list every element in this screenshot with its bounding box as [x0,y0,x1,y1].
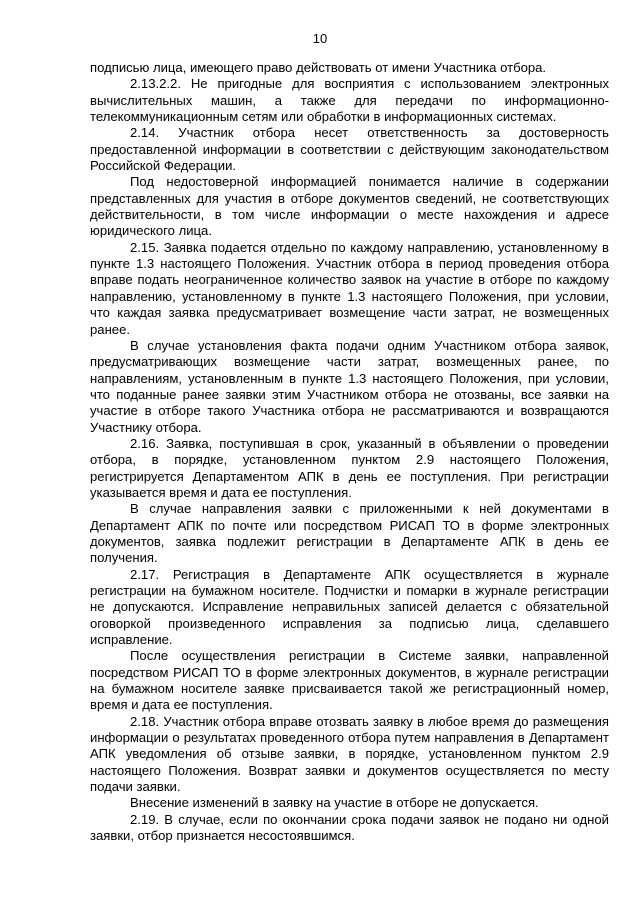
paragraph-continuation: подписью лица, имеющего право действовать от имени Участника отбора. [90,60,547,75]
paragraph-2-14: 2.14. Участник отбора несет ответственность за достоверность предоставленной информации в соответствии с действующим законодательством Российской Федерации. [90,125,609,174]
paragraph-mail-submission: В случае направления заявки с приложенными к ней документами в Департамент АПК по почте или посредством РИСАП ТО в форме электронных документов, заявка подлежит регистрации в Департаменте АПК в день ее получения. [90,501,609,566]
document-body [90,60,609,845]
paragraph-2-17: 2.17. Регистрация в Департаменте АПК осуществляется в журнале регистрации на бумажном носителе. Подчистки и помарки в журнале регистрации не допускаются. Исправление неправильных записей делается с обязательной оговоркой произведенного исправления за подписью лица, сделавшего исправление. [90,566,609,648]
paragraph-2-15: 2.15. Заявка подается отдельно по каждому направлению, установленному в пункте 1.3 настоящего Положения. Участник отбора в период проведения отбора вправе подать неограниченное количество заявок на участие в отборе по каждому направлению, установленному в пункте 1.3 настоящего Положения, при условии, что каждая заявка предусматривает возмещение части затрат, не возмещенных ранее. [90,239,609,337]
paragraph-2-18: 2.18. Участник отбора вправе отозвать заявку в любое время до размещения информации о результатах проведенного отбора путем направления в Департамент АПК уведомления об отзыве заявки, в порядке, установленном пунктом 2.9 настоящего Положения. Возврат заявки и документов осуществляется по месту подачи заявки. [90,713,609,795]
paragraph-2-19: 2.19. В случае, если по окончании срока подачи заявок не подано ни одной заявки, отбор признается несостоявшимся. [90,811,609,844]
page-number: 10 [312,31,328,46]
paragraph-2-16: 2.16. Заявка, поступившая в срок, указанный в объявлении о проведении отбора, в порядке, установленном пунктом 2.9 настоящего Положения, регистрируется Департаментом АПК в день ее поступления. При регистрации указывается время и дата ее поступления. [90,435,609,500]
paragraph-2-13-2-2: 2.13.2.2. Не пригодные для восприятия с использованием электронных вычислительных машин, а также для передачи по информационно-телекоммуникационным сетям или обработки в информационных системах. [90,76,609,125]
paragraph-false-information: Под недостоверной информацией понимается наличие в содержании представленных для участия в отборе документов сведений, не соответствующих действительности, в том числе информации о месте нахождения и адресе юридического лица. [90,174,609,239]
paragraph-system-registration: После осуществления регистрации в Системе заявки, направленной посредством РИСАП ТО в форме электронных документов, в журнале регистрации на бумажном носителе заявке присваивается такой же регистрационный номер, время и дата ее поступления. [90,648,609,713]
paragraph-no-changes: Внесение изменений в заявку на участие в отборе не допускается. [130,795,539,811]
paragraph-duplicate-applications: В случае установления факта подачи одним Участником отбора заявок, предусматривающих возмещение части затрат, возмещенных ранее, по направлениям, установленным в пункте 1.3 настоящего Положения, при условии, что поданные ранее заявки этим Участником отбора не отозваны, все заявки на участие в отборе такого Участника отбора не рассматриваются и возвращаются Участнику отбора. [90,337,609,435]
